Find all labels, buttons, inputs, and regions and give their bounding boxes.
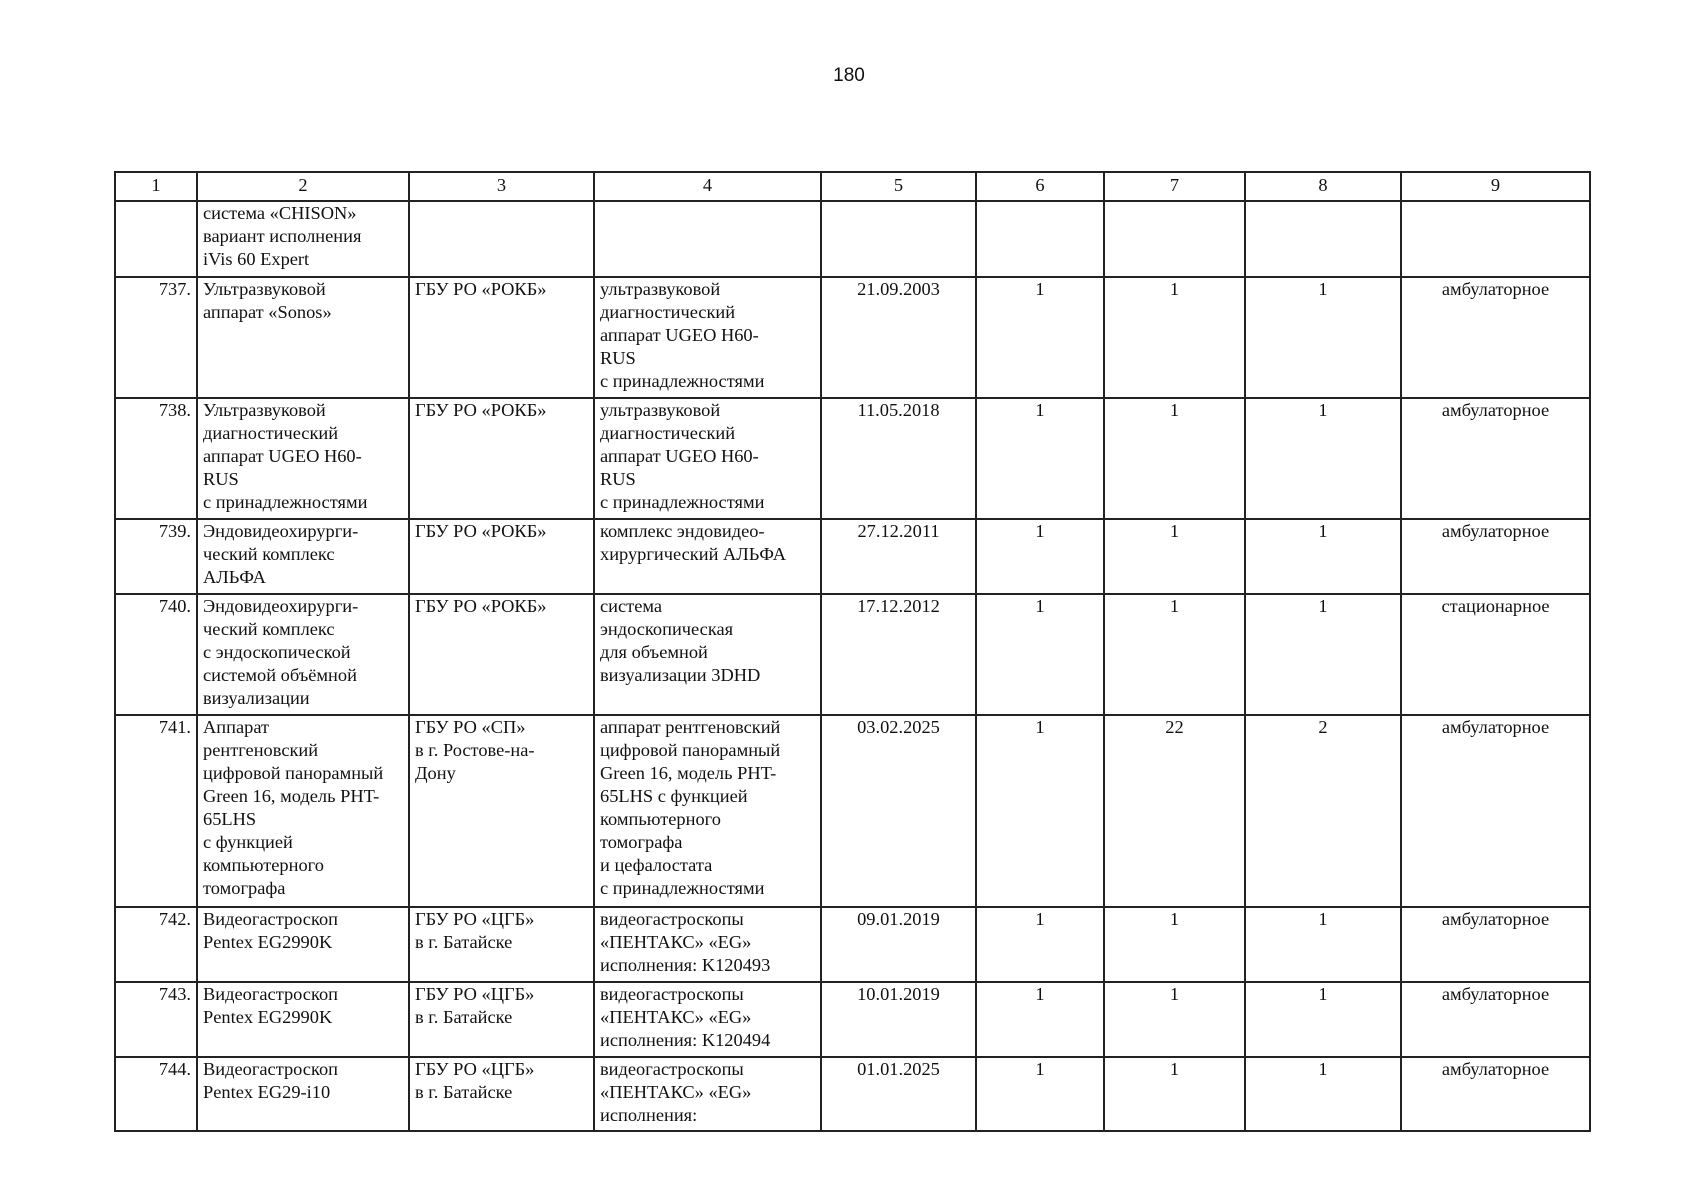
- equipment-name-cell-line: Эндовидеохирурги-: [203, 596, 359, 616]
- column-header-3: 3: [409, 172, 594, 201]
- equipment-description-cell-line: диагностический: [600, 302, 736, 322]
- organization-cell: [409, 1057, 594, 1131]
- column-8-cell: 1: [1245, 594, 1401, 715]
- table-header: [115, 172, 1590, 201]
- equipment-description-cell-line: хирургический АЛЬФА: [600, 544, 786, 564]
- care-type-cell: стационарное: [1401, 594, 1590, 715]
- column-6-cell: 1: [976, 277, 1104, 398]
- table-row: [115, 982, 1590, 1057]
- column-8-cell: 1: [1245, 519, 1401, 594]
- row-number-cell: 740.: [115, 594, 197, 715]
- equipment-description-cell-line: аппарат UGEO H60-: [600, 446, 759, 466]
- column-header-5: 5: [821, 172, 976, 201]
- equipment-description-cell-line: томографа: [600, 832, 683, 852]
- row-number-cell: 742.: [115, 907, 197, 982]
- organization-cell-line: Дону: [415, 763, 456, 783]
- equipment-name-cell-line: iVis 60 Expert: [203, 249, 310, 269]
- equipment-description-cell-line: комплекс эндовидео-: [600, 521, 765, 541]
- organization-cell-line: ГБУ РО «РОКБ»: [415, 279, 547, 299]
- equipment-description-cell-line: 65LHS с функцией: [600, 786, 748, 806]
- equipment-description-cell: [594, 398, 821, 519]
- care-type-cell: амбулаторное: [1401, 1057, 1590, 1131]
- equipment-description-cell-line: с принадлежностями: [600, 371, 765, 391]
- organization-cell-line: ГБУ РО «СП»: [415, 717, 526, 737]
- organization-cell: [409, 715, 594, 907]
- column-header-6: 6: [976, 172, 1104, 201]
- organization-cell-line: ГБУ РО «ЦГБ»: [415, 1059, 535, 1079]
- organization-cell-line: в г. Батайске: [415, 932, 513, 952]
- equipment-description-cell-line: аппарат рентгеновский: [600, 717, 781, 737]
- equipment-name-cell-line: рентгеновский: [203, 740, 319, 760]
- organization-cell-line: ГБУ РО «РОКБ»: [415, 596, 547, 616]
- equipment-name-cell-line: цифровой панорамный: [203, 763, 384, 783]
- equipment-name-cell-line: ческий комплекс: [203, 544, 335, 564]
- column-7-cell: 1: [1104, 982, 1245, 1057]
- equipment-description-cell: [594, 201, 821, 277]
- equipment-name-cell-line: с эндоскопической: [203, 642, 351, 662]
- equipment-description-cell-line: исполнения: K120493: [600, 955, 771, 975]
- equipment-name-cell: [197, 594, 409, 715]
- page-number: 180: [833, 65, 865, 86]
- row-number-cell: 739.: [115, 519, 197, 594]
- equipment-name-cell-line: томографа: [203, 878, 286, 898]
- equipment-name-cell-line: вариант исполнения: [203, 226, 362, 246]
- organization-cell-line: ГБУ РО «РОКБ»: [415, 400, 547, 420]
- equipment-name-cell: [197, 982, 409, 1057]
- equipment-description-cell-line: видеогастроскопы: [600, 909, 744, 929]
- date-cell: 10.01.2019: [821, 982, 976, 1057]
- table-row: [115, 201, 1590, 277]
- equipment-description-cell: [594, 277, 821, 398]
- equipment-name-cell-line: аппарат «Sonos»: [203, 302, 332, 322]
- equipment-name-cell: [197, 277, 409, 398]
- column-6-cell: 1: [976, 594, 1104, 715]
- column-header-2: 2: [197, 172, 409, 201]
- table-row: [115, 277, 1590, 398]
- equipment-description-cell-line: для объемной: [600, 642, 708, 662]
- date-cell: 09.01.2019: [821, 907, 976, 982]
- column-6-cell: 1: [976, 715, 1104, 907]
- equipment-description-cell-line: видеогастроскопы: [600, 1059, 744, 1079]
- organization-cell-line: в г. Батайске: [415, 1007, 513, 1027]
- row-number-cell: 741.: [115, 715, 197, 907]
- date-cell: 21.09.2003: [821, 277, 976, 398]
- table-row: [115, 594, 1590, 715]
- care-type-cell: амбулаторное: [1401, 277, 1590, 398]
- equipment-name-cell: [197, 519, 409, 594]
- equipment-description-cell: [594, 715, 821, 907]
- row-number-cell: 738.: [115, 398, 197, 519]
- care-type-cell: амбулаторное: [1401, 907, 1590, 982]
- equipment-name-cell-line: аппарат UGEO H60-: [203, 446, 362, 466]
- organization-cell: [409, 907, 594, 982]
- column-header-7: 7: [1104, 172, 1245, 201]
- equipment-description-cell-line: диагностический: [600, 423, 736, 443]
- equipment-description-cell-line: Green 16, модель PHT-: [600, 763, 777, 783]
- care-type-cell: амбулаторное: [1401, 519, 1590, 594]
- equipment-name-cell-line: визуализации: [203, 688, 310, 708]
- equipment-description-cell-line: исполнения: K120494: [600, 1030, 771, 1050]
- equipment-name-cell: [197, 1057, 409, 1131]
- organization-cell-line: ГБУ РО «РОКБ»: [415, 521, 547, 541]
- equipment-description-cell-line: эндоскопическая: [600, 619, 734, 639]
- care-type-cell: [1401, 201, 1590, 277]
- column-7-cell: 1: [1104, 398, 1245, 519]
- equipment-name-cell: [197, 398, 409, 519]
- table-row: [115, 1057, 1590, 1131]
- equipment-name-cell-line: Аппарат: [203, 717, 270, 737]
- column-8-cell: 1: [1245, 398, 1401, 519]
- equipment-name-cell-line: Эндовидеохирурги-: [203, 521, 359, 541]
- table-body: [115, 201, 1590, 1131]
- equipment-name-cell-line: Ультразвуковой: [203, 279, 326, 299]
- column-6-cell: 1: [976, 519, 1104, 594]
- organization-cell: [409, 277, 594, 398]
- row-number-cell: 744.: [115, 1057, 197, 1131]
- equipment-name-cell-line: 65LHS: [203, 809, 257, 829]
- equipment-description-cell-line: аппарат UGEO H60-: [600, 325, 759, 345]
- row-number-cell: 737.: [115, 277, 197, 398]
- equipment-name-cell-line: Pentex EG2990K: [203, 932, 333, 952]
- row-number-cell: 743.: [115, 982, 197, 1057]
- equipment-name-cell-line: Видеогастроскоп: [203, 909, 339, 929]
- column-header-8: 8: [1245, 172, 1401, 201]
- column-8-cell: 1: [1245, 907, 1401, 982]
- care-type-cell: амбулаторное: [1401, 982, 1590, 1057]
- equipment-name-cell-line: Pentex EG29-i10: [203, 1082, 331, 1102]
- equipment-description-cell-line: видеогастроскопы: [600, 984, 744, 1004]
- column-7-cell: 22: [1104, 715, 1245, 907]
- equipment-name-cell-line: с принадлежностями: [203, 492, 368, 512]
- equipment-name-cell-line: компьютерного: [203, 855, 324, 875]
- equipment-name-cell: [197, 201, 409, 277]
- header-row: [115, 172, 1590, 201]
- equipment-name-cell-line: Pentex EG2990K: [203, 1007, 333, 1027]
- equipment-name-cell: [197, 907, 409, 982]
- equipment-description-cell-line: компьютерного: [600, 809, 721, 829]
- equipment-name-cell-line: Видеогастроскоп: [203, 1059, 339, 1079]
- equipment-name-cell-line: с функцией: [203, 832, 293, 852]
- equipment-description-cell-line: ультразвуковой: [600, 279, 721, 299]
- column-6-cell: 1: [976, 907, 1104, 982]
- equipment-description-cell-line: цифровой панорамный: [600, 740, 781, 760]
- date-cell: 27.12.2011: [821, 519, 976, 594]
- equipment-description-cell: [594, 594, 821, 715]
- column-header-1: 1: [115, 172, 197, 201]
- equipment-name-cell-line: Видеогастроскоп: [203, 984, 339, 1004]
- equipment-description-cell-line: с принадлежностями: [600, 492, 765, 512]
- equipment-description-cell-line: и цефалостата: [600, 855, 713, 875]
- equipment-description-cell-line: с принадлежностями: [600, 878, 765, 898]
- column-7-cell: 1: [1104, 594, 1245, 715]
- column-6-cell: 1: [976, 398, 1104, 519]
- equipment-description-cell: [594, 907, 821, 982]
- equipment-name-cell-line: диагностический: [203, 423, 339, 443]
- equipment-description-cell: [594, 982, 821, 1057]
- date-cell: 03.02.2025: [821, 715, 976, 907]
- organization-cell: [409, 594, 594, 715]
- care-type-cell: амбулаторное: [1401, 398, 1590, 519]
- equipment-description-cell-line: визуализации 3DHD: [600, 665, 761, 685]
- column-7-cell: [1104, 201, 1245, 277]
- column-header-9: 9: [1401, 172, 1590, 201]
- equipment-name-cell: [197, 715, 409, 907]
- equipment-description-cell: [594, 519, 821, 594]
- equipment-name-cell-line: система «CHISON»: [203, 203, 357, 223]
- equipment-name-cell-line: RUS: [203, 469, 239, 489]
- equipment-description-cell-line: «ПЕНТАКС» «EG»: [600, 1007, 752, 1027]
- column-8-cell: 1: [1245, 277, 1401, 398]
- date-cell: 17.12.2012: [821, 594, 976, 715]
- column-8-cell: [1245, 201, 1401, 277]
- organization-cell: [409, 201, 594, 277]
- equipment-name-cell-line: ческий комплекс: [203, 619, 335, 639]
- equipment-description-cell-line: RUS: [600, 348, 636, 368]
- equipment-name-cell-line: системой объёмной: [203, 665, 357, 685]
- organization-cell: [409, 519, 594, 594]
- equipment-description-cell-line: «ПЕНТАКС» «EG»: [600, 932, 752, 952]
- organization-cell: [409, 398, 594, 519]
- equipment-table: [114, 171, 1591, 1132]
- organization-cell-line: в г. Батайске: [415, 1082, 513, 1102]
- organization-cell-line: ГБУ РО «ЦГБ»: [415, 984, 535, 1004]
- equipment-description-cell-line: RUS: [600, 469, 636, 489]
- table-row: [115, 519, 1590, 594]
- column-6-cell: 1: [976, 982, 1104, 1057]
- column-header-4: 4: [594, 172, 821, 201]
- equipment-description-cell-line: «ПЕНТАКС» «EG»: [600, 1082, 752, 1102]
- organization-cell-line: в г. Ростове-на-: [415, 740, 535, 760]
- equipment-description-cell: [594, 1057, 821, 1131]
- date-cell: [821, 201, 976, 277]
- organization-cell: [409, 982, 594, 1057]
- organization-cell-line: ГБУ РО «ЦГБ»: [415, 909, 535, 929]
- column-8-cell: 1: [1245, 1057, 1401, 1131]
- column-7-cell: 1: [1104, 519, 1245, 594]
- column-6-cell: [976, 201, 1104, 277]
- column-7-cell: 1: [1104, 1057, 1245, 1131]
- column-6-cell: 1: [976, 1057, 1104, 1131]
- column-7-cell: 1: [1104, 277, 1245, 398]
- column-8-cell: 2: [1245, 715, 1401, 907]
- equipment-description-cell-line: система: [600, 596, 663, 616]
- column-7-cell: 1: [1104, 907, 1245, 982]
- equipment-description-cell-line: исполнения:: [600, 1105, 698, 1125]
- equipment-name-cell-line: Ультразвуковой: [203, 400, 326, 420]
- table-row: [115, 907, 1590, 982]
- care-type-cell: амбулаторное: [1401, 715, 1590, 907]
- table-row: [115, 715, 1590, 907]
- column-8-cell: 1: [1245, 982, 1401, 1057]
- row-number-cell: [115, 201, 197, 277]
- equipment-name-cell-line: АЛЬФА: [203, 567, 266, 587]
- date-cell: 11.05.2018: [821, 398, 976, 519]
- table-row: [115, 398, 1590, 519]
- date-cell: 01.01.2025: [821, 1057, 976, 1131]
- equipment-description-cell-line: ультразвуковой: [600, 400, 721, 420]
- equipment-name-cell-line: Green 16, модель PHT-: [203, 786, 380, 806]
